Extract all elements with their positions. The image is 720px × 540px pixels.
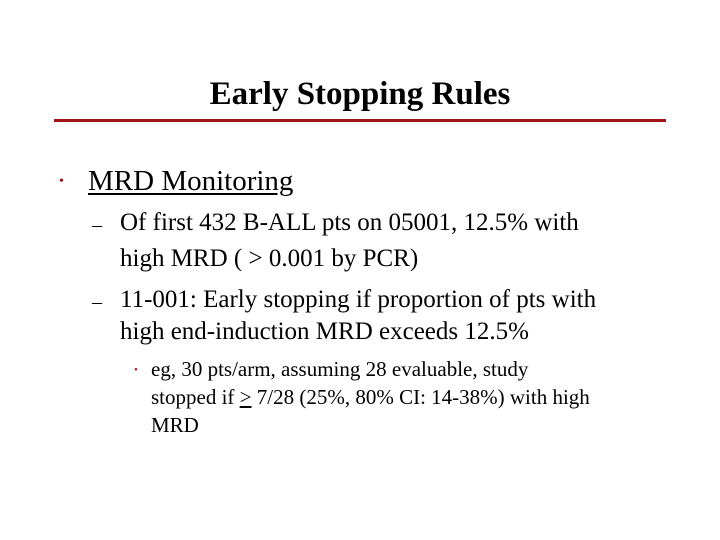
- subbullet-line: 11-001: Early stopping if proportion of pts with: [120, 286, 597, 313]
- dash-bullet: –: [92, 291, 102, 313]
- greater-equal-symbol: >: [239, 385, 252, 409]
- title-divider: [54, 119, 666, 122]
- example-line-2-before: stopped if: [151, 385, 240, 409]
- dash-bullet: –: [92, 214, 102, 236]
- slide-title: Early Stopping Rules: [209, 76, 511, 112]
- bullet-mrd-monitoring: [88, 164, 293, 198]
- example-line-3: MRD: [151, 413, 199, 437]
- subbullet-line: high MRD ( > 0.001 by PCR): [120, 245, 419, 272]
- bullet-level3: •: [134, 364, 138, 376]
- example-line-2-after: 7/28 (25%, 80% CI: 14-38%) with high: [251, 385, 590, 409]
- example-line-1: eg, 30 pts/arm, assuming 28 evaluable, study: [151, 357, 529, 381]
- bullet-mrd-monitoring-text: MRD Monitoring: [88, 165, 294, 197]
- bullet-level1: •: [59, 174, 64, 189]
- example-line-2: [151, 383, 590, 411]
- subbullet-line: high end-induction MRD exceeds 12.5%: [120, 318, 529, 345]
- subbullet-line: Of first 432 B-ALL pts on 05001, 12.5% with: [120, 209, 579, 236]
